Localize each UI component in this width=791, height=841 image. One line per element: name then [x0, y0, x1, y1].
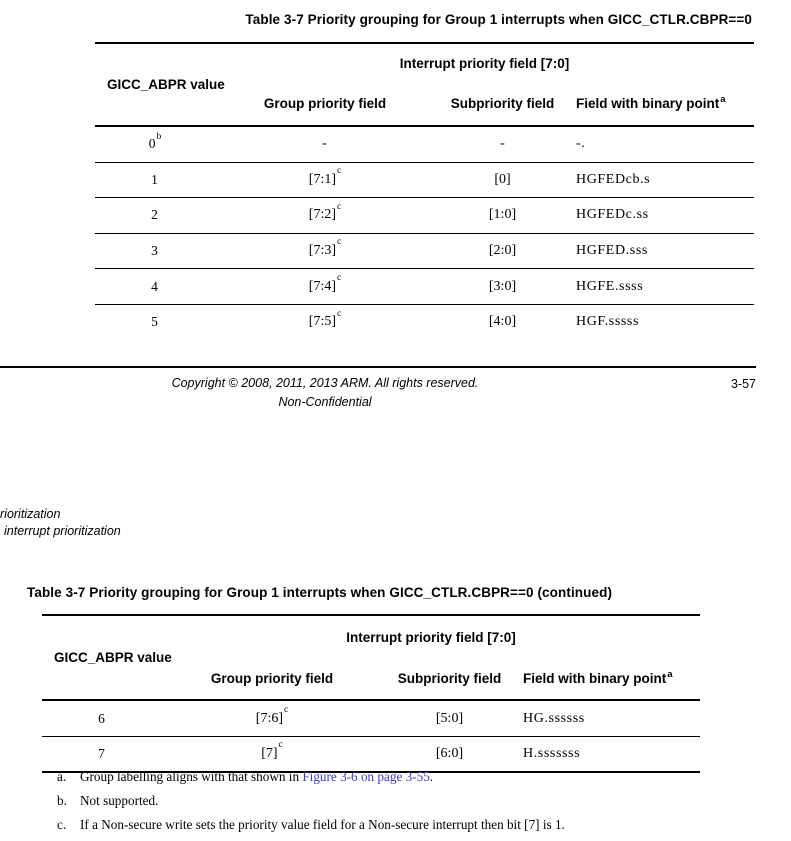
cell-subpriority: - — [500, 136, 505, 152]
cell-abpr-value: 3 — [151, 243, 158, 259]
column-header-subpriority-field: Subpriority field — [397, 671, 502, 686]
footnote-ref-c: c — [337, 237, 342, 248]
cell-subpriority: [3:0] — [488, 278, 517, 294]
cell-abpr-value: 0$^b$ — [148, 131, 162, 152]
cell-binary-point: -. — [576, 136, 586, 152]
cell-group-priority: [7:4]$^c$ — [308, 273, 342, 294]
cell-subpriority: [5:0] — [435, 710, 464, 726]
cell-group-priority: [7:1]$^c$ — [308, 166, 342, 187]
cell-subpriority: [0] — [494, 171, 511, 187]
table-caption: Table 3-7 Priority grouping for Group 1 interrupts when GICC_CTLR.CBPR==0 — [245, 12, 752, 27]
cell-binary-point: H.sssssss — [523, 746, 581, 761]
margin-text-line: rioritization — [0, 507, 61, 521]
column-header-label: Field with binary point — [576, 96, 720, 111]
footnote-text: Not supported. — [80, 793, 159, 808]
footnote-ref-c: c — [284, 704, 289, 715]
footnote-marker: c. — [57, 817, 67, 832]
cell-binary-point: HGFE.ssss — [576, 278, 644, 294]
footnote-marker: b. — [57, 793, 67, 808]
cell-group-priority: [7:5]$^c$ — [308, 308, 342, 330]
margin-text-line: interrupt prioritization — [4, 524, 121, 538]
footnote-marker: a. — [57, 769, 67, 784]
footnote-ref-c: c — [337, 201, 342, 212]
footnote-ref-c: c — [337, 273, 342, 284]
table-row — [95, 127, 754, 163]
column-header-gicc-abpr-value: GICC_ABPR value — [107, 77, 225, 92]
page-number: 3-57 — [730, 377, 756, 391]
column-header-field-with-binary-point: Field with binary point $^a$ — [576, 93, 726, 111]
cell-abpr-value: 5 — [151, 314, 158, 330]
footnote-ref-c: c — [337, 308, 342, 319]
cell-group-priority: $[7]^c$ — [261, 740, 283, 761]
cell-binary-point: HGFED.sss — [576, 243, 648, 259]
column-header-field-with-binary-point: Field with binary point $^a$ — [523, 668, 673, 686]
cell-binary-point: HGFEDcb.s — [576, 171, 651, 187]
table-row — [95, 269, 754, 305]
cell-subpriority: [1:0] — [488, 207, 517, 223]
cell-abpr-value: 1 — [151, 171, 158, 187]
cell-subpriority: [6:0] — [435, 746, 464, 761]
footnote-text: If a Non-secure write sets the priority value field for a Non-secure interrupt then bit [7] is 1. — [80, 817, 565, 832]
cell-group-priority: [7:6]$^c$ — [255, 704, 289, 726]
column-header-gicc-abpr-value: GICC_ABPR value — [54, 650, 172, 665]
footnote-ref-c: c — [278, 740, 283, 751]
cell-binary-point: HGFEDc.ss — [576, 207, 649, 223]
confidentiality-line: Non-Confidential — [278, 395, 372, 409]
cell-binary-point: HGF.sssss — [576, 314, 640, 330]
cell-abpr-value: 7 — [98, 746, 105, 761]
column-header-interrupt-priority-field: Interrupt priority field [7:0] — [399, 55, 570, 71]
footnote-b — [57, 793, 767, 809]
copyright-notice — [125, 374, 525, 412]
cell-abpr-value: 6 — [98, 710, 105, 726]
figure-3-6-link[interactable]: Figure 3-6 on page 3-55 — [302, 769, 430, 784]
priority-grouping-table — [95, 42, 754, 340]
table-row — [95, 163, 754, 199]
table-row — [95, 198, 754, 234]
column-header-group-priority-field: Group priority field — [263, 96, 387, 111]
footnote-c — [57, 817, 767, 833]
footnote-ref-c: c — [337, 166, 342, 177]
cell-group-priority: - — [322, 136, 327, 152]
cell-group-priority: [7:3]$^c$ — [308, 237, 342, 259]
priority-grouping-table-continued — [42, 614, 700, 773]
table-row — [42, 737, 700, 773]
table-row — [95, 305, 754, 340]
cell-binary-point: HG.ssssss — [523, 710, 585, 726]
column-header-label: Field with binary point — [523, 671, 667, 686]
footnote-a — [57, 769, 767, 785]
clipped-margin-text — [0, 506, 121, 540]
table-row — [95, 234, 754, 270]
table-header — [95, 44, 754, 127]
footnote-text: Group labelling aligns with that shown in — [80, 769, 303, 784]
table-header — [42, 616, 700, 701]
footnote-text: . — [429, 769, 434, 784]
cell-abpr-value: 2 — [151, 207, 158, 223]
copyright-line: Copyright © 2008, 2011, 2013 ARM. All rights reserved. — [171, 376, 479, 390]
table-footnotes — [57, 769, 767, 841]
page-footer-rule — [0, 366, 756, 368]
footnote-ref-b: b — [156, 131, 162, 142]
table-row — [42, 701, 700, 737]
column-header-interrupt-priority-field: Interrupt priority field [7:0] — [346, 629, 516, 645]
cell-group-priority: [7:2]$^c$ — [308, 201, 342, 223]
cell-subpriority: [2:0] — [488, 243, 517, 259]
cell-abpr-value: 4 — [151, 278, 158, 294]
column-header-subpriority-field: Subpriority field — [450, 96, 555, 111]
table-caption-continued: Table 3-7 Priority grouping for Group 1 interrupts when GICC_CTLR.CBPR==0 (continued) — [27, 585, 613, 600]
column-header-group-priority-field: Group priority field — [210, 671, 334, 686]
cell-subpriority: [4:0] — [488, 314, 517, 330]
